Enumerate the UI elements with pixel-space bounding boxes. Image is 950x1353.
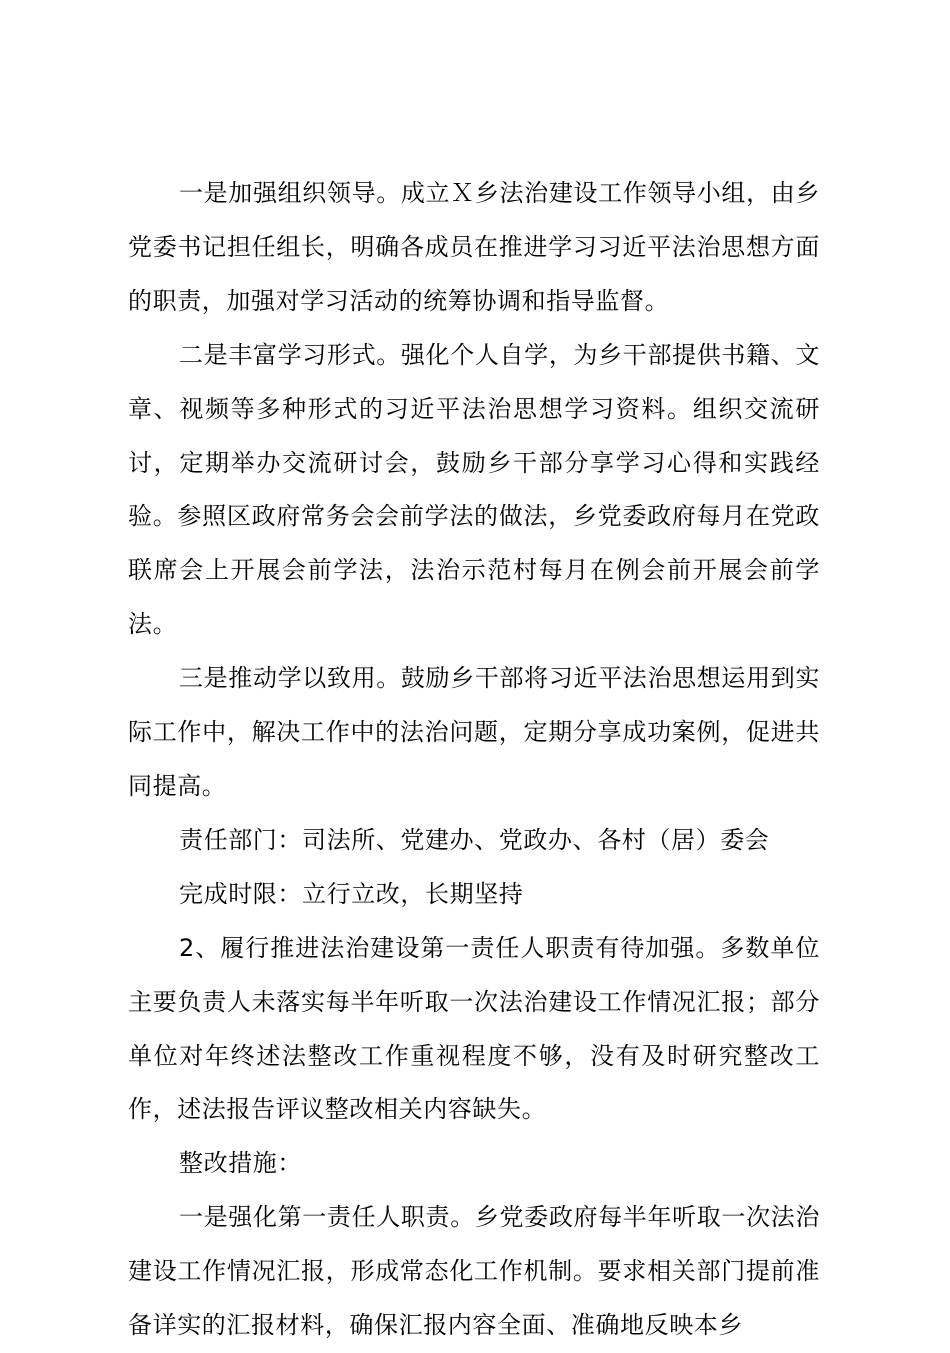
paragraph-issue-2: 2、履行推进法治建设第一责任人职责有待加强。多数单位主要负责人未落实每半年听取一次法治建设工作情况汇报；部分单位对年终述法整改工作重视程度不够，没有及时研究整改工作，述法报告评议整改相关内容缺失。 (128, 933, 820, 1124)
document-body (128, 167, 820, 1353)
paragraph-rectification-measures-heading: 整改措施： (179, 1149, 302, 1178)
paragraph-enrich-learning-forms: 二是丰富学习形式。强化个人自学，为乡干部提供书籍、文章、视频等多种形式的习近平法治思想学习资料。组织交流研讨，定期举办交流研讨会，鼓励乡干部分享学习心得和实践经验。参照区政府常务会会前学法的做法，乡党委政府每月在党政联席会上开展会前学法，法治示范村每月在例会前开展会前学法。 (128, 340, 820, 639)
paragraph-strengthen-first-responsibility: 一是强化第一责任人职责。乡党委政府每半年听取一次法治建设工作情况汇报，形成常态化工作机制。要求相关部门提前准备详实的汇报材料，确保汇报内容全面、准确地反映本乡 (128, 1203, 820, 1340)
paragraph-apply-learning: 三是推动学以致用。鼓励乡干部将习近平法治思想运用到实际工作中，解决工作中的法治问题，定期分享成功案例，促进共同提高。 (128, 664, 820, 800)
paragraph-strengthen-leadership: 一是加强组织领导。成立Ｘ乡法治建设工作领导小组，由乡党委书记担任组长，明确各成员在推进学习习近平法治思想方面的职责，加强对学习活动的统筹协调和指导监督。 (128, 179, 820, 315)
paragraph-completion-deadline: 完成时限：立行立改，长期坚持 (179, 879, 524, 908)
paragraph-responsible-departments: 责任部门：司法所、党建办、党政办、各村（居）委会 (179, 825, 770, 854)
